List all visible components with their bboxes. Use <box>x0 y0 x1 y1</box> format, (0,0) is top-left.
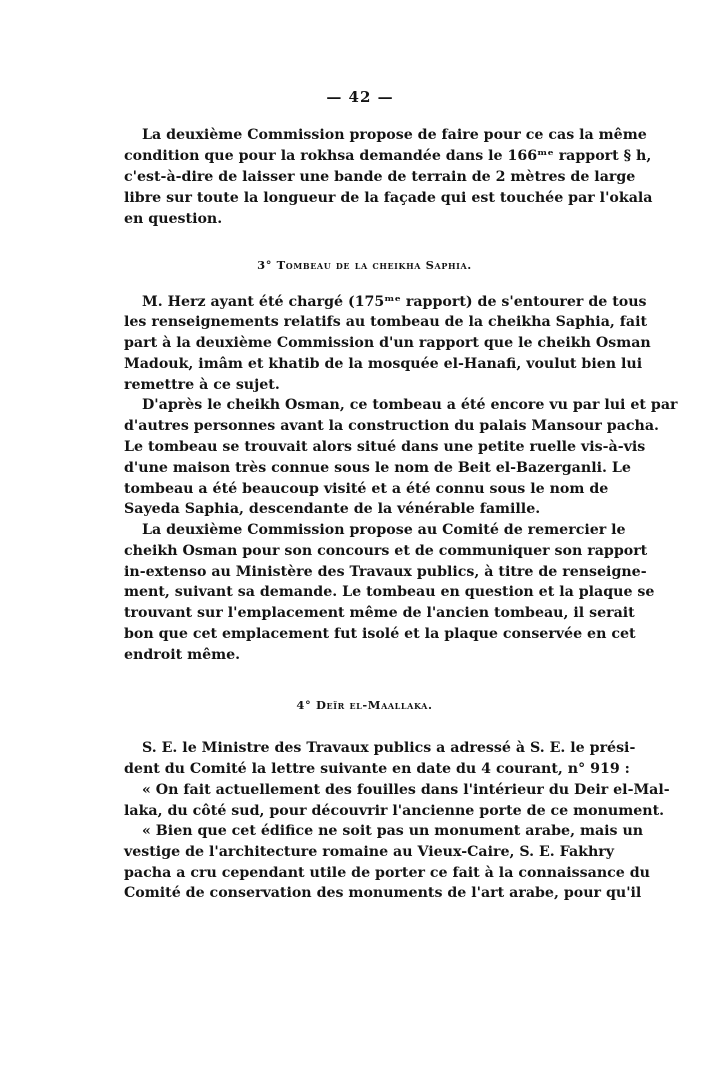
text-line: laka, du côté sud, pour découvrir l'ancienne porte de ce monument. <box>124 803 665 819</box>
text-line: vestige de l'architecture romaine au Vieux-Caire, S. E. Fakhry <box>124 844 615 860</box>
section-heading-tombeau: 3° Tombeau de la cheikha Saphia. <box>257 258 472 272</box>
text-line: condition que pour la rokhsa demandée dans le 166ᵐᵉ rapport § h, <box>124 148 652 164</box>
text-line: S. E. le Ministre des Travaux publics a adressé à S. E. le prési- <box>142 740 636 756</box>
text-line: Le tombeau se trouvait alors situé dans une petite ruelle vis-à-vis <box>124 439 646 455</box>
text-line: bon que cet emplacement fut isolé et la plaque conservée en cet <box>124 626 636 642</box>
text-line: c'est-à-dire de laisser une bande de terrain de 2 mètres de large <box>124 169 636 185</box>
text-line: d'autres personnes avant la construction du palais Mansour pacha. <box>124 418 659 434</box>
text-line: D'après le cheikh Osman, ce tombeau a été encore vu par lui et par <box>142 397 678 413</box>
text-line: trouvant sur l'emplacement même de l'ancien tombeau, il serait <box>124 605 635 621</box>
text-line: les renseignements relatifs au tombeau de la cheikha Saphia, fait <box>124 314 648 330</box>
text-line: Madouk, imâm et khatib de la mosquée el-Hanafi, voulut bien lui <box>124 356 643 372</box>
text-line: d'une maison très connue sous le nom de Beit el-Bazerganli. Le <box>124 460 631 476</box>
text-line: remettre à ce sujet. <box>124 377 280 393</box>
text-line: ment, suivant sa demande. Le tombeau en question et la plaque se <box>124 584 655 600</box>
text-line: in-extenso au Ministère des Travaux publics, à titre de renseigne- <box>124 564 647 580</box>
text-line: tombeau a été beaucoup visité et a été connu sous le nom de <box>124 481 609 497</box>
text-line: pacha a cru cependant utile de porter ce fait à la connaissance du <box>124 865 650 881</box>
text-line: M. Herz ayant été chargé (175ᵐᵉ rapport) de s'entourer de tous <box>142 294 647 310</box>
text-line: Sayeda Saphia, descendante de la vénérable famille. <box>124 501 541 517</box>
text-line: libre sur toute la longueur de la façade qui est touchée par l'okala <box>124 190 653 206</box>
text-line: « On fait actuellement des fouilles dans l'intérieur du Deir el-Mal- <box>142 782 670 798</box>
section-heading-deir: 4° Deïr el-Maallaka. <box>296 698 433 712</box>
text-line: part à la deuxième Commission d'un rapport que le cheikh Osman <box>124 335 651 351</box>
text-line: La deuxième Commission propose au Comité de remercier le <box>142 522 626 538</box>
text-line: dent du Comité la lettre suivante en date du 4 courant, n° 919 : <box>124 761 630 777</box>
text-line: cheikh Osman pour son concours et de communiquer son rapport <box>124 543 648 559</box>
page-number: — 42 — <box>326 88 394 106</box>
text-line: Comité de conservation des monuments de l'art arabe, pour qu'il <box>124 885 642 901</box>
text-line: « Bien que cet édifice ne soit pas un monument arabe, mais un <box>142 823 644 839</box>
text-line: La deuxième Commission propose de faire pour ce cas la même <box>142 127 647 143</box>
text-line: en question. <box>124 211 223 227</box>
text-line: endroit même. <box>124 647 241 663</box>
